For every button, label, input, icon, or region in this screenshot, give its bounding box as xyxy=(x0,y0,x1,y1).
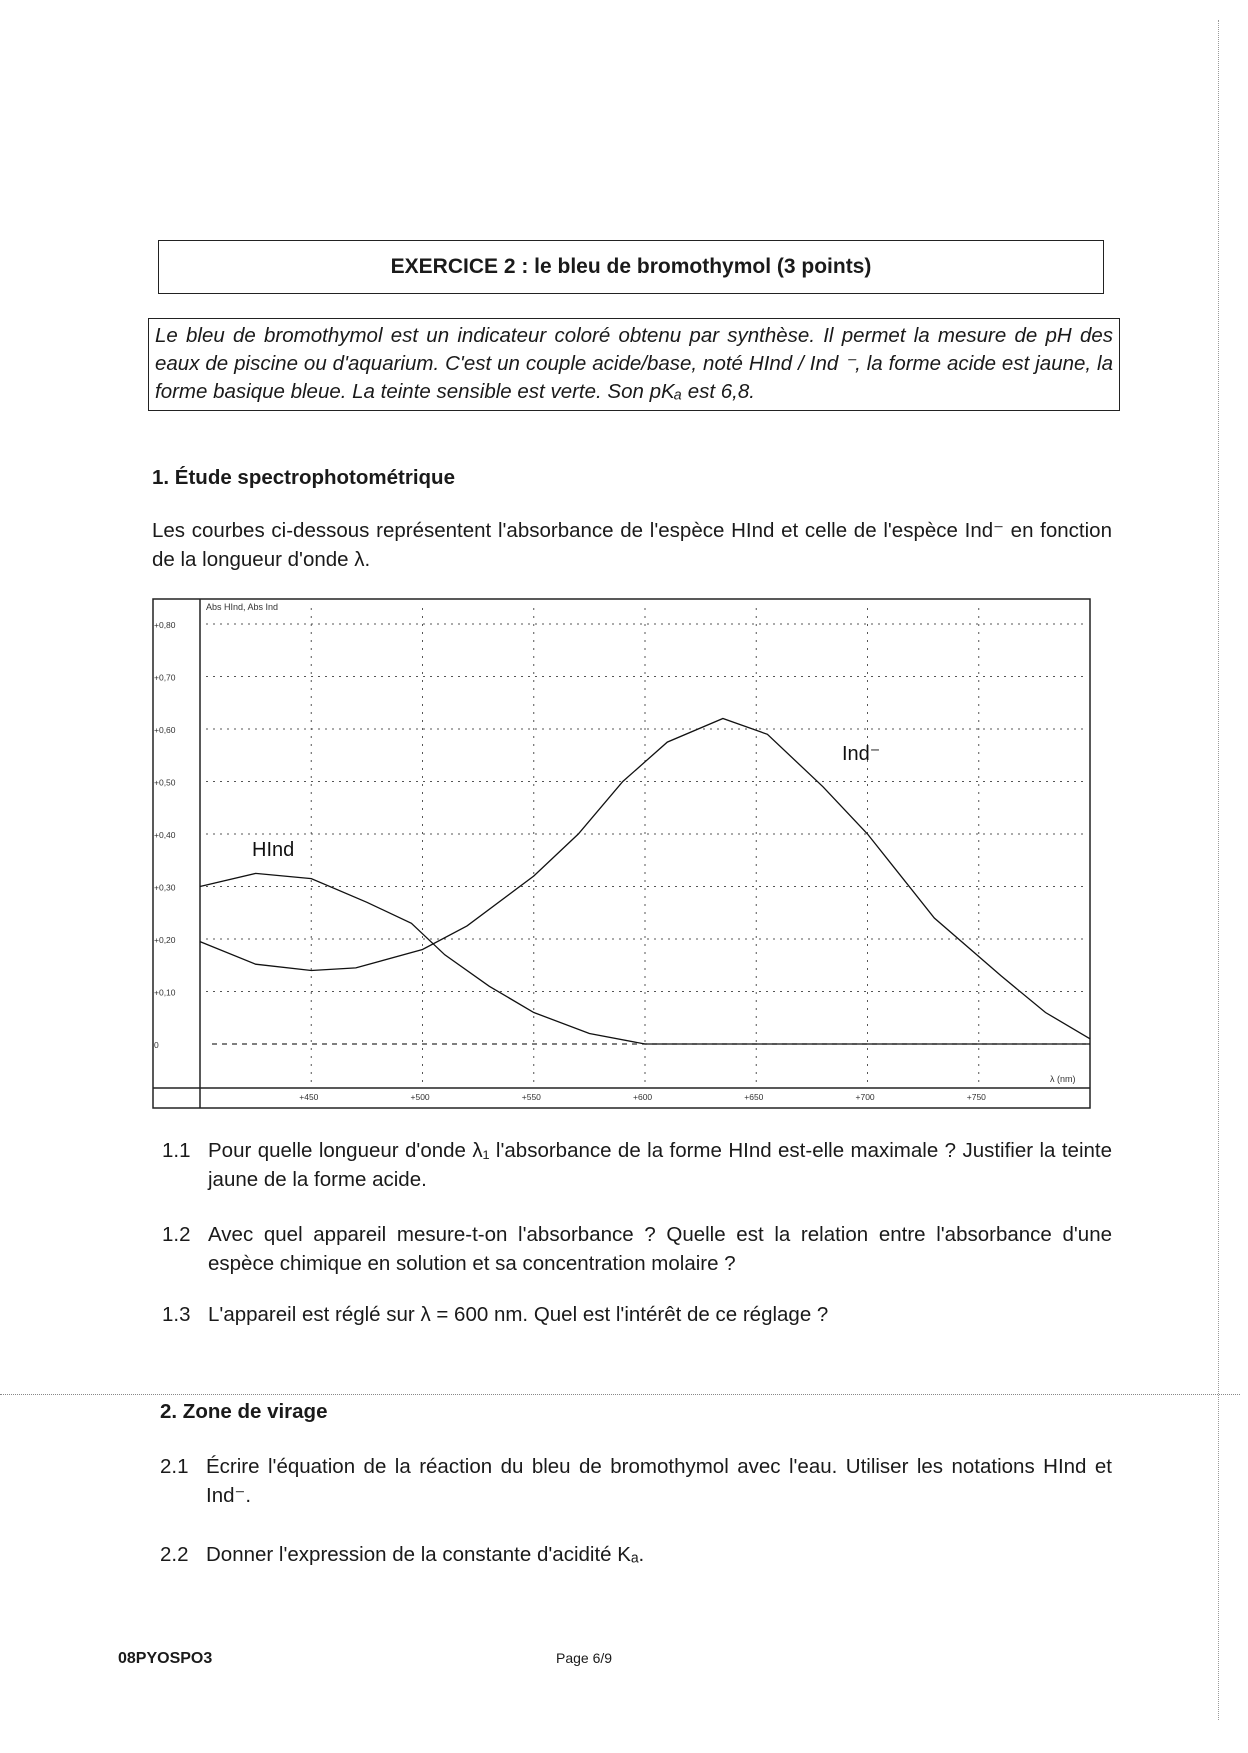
exercise-title: EXERCICE 2 : le bleu de bromothymol (3 points) xyxy=(158,240,1104,294)
section1-text: Les courbes ci-dessous représentent l'absorbance de l'espèce HInd et celle de l'espèce Ind⁻ en fonction de la longueur d'onde λ. xyxy=(152,519,1112,571)
series-label-ind: Ind⁻ xyxy=(842,743,881,765)
series-line-ind xyxy=(200,719,1090,1039)
question-text: Avec quel appareil mesure-t-on l'absorbance ? Quelle est la relation entre l'absorbance d'une espèce chimique en solution et sa concentration molaire ? xyxy=(208,1223,1112,1275)
question-1-3 xyxy=(162,1300,1112,1329)
y-axis-label: Abs HInd, Abs Ind xyxy=(206,602,279,612)
scan-edge xyxy=(1218,20,1219,1720)
question-2-2 xyxy=(160,1540,1112,1569)
question-1-1 xyxy=(162,1136,1112,1194)
question-number: 1.3 xyxy=(162,1303,191,1326)
y-tick-label: +0,20 xyxy=(154,935,176,945)
y-tick-label: 0 xyxy=(154,1040,159,1050)
y-tick-label: +0,70 xyxy=(154,672,176,683)
question-text: Donner l'expression de la constante d'acidité Kₐ. xyxy=(206,1543,645,1566)
scan-divider xyxy=(0,1394,1240,1395)
question-text: Pour quelle longueur d'onde λ₁ l'absorbance de la forme HInd est-elle maximale ? Justifier la teinte jaune de la forme acide. xyxy=(208,1139,1112,1191)
y-tick-label: +0,80 xyxy=(154,620,176,630)
absorbance-chart xyxy=(152,598,1092,1110)
x-axis-label: λ (nm) xyxy=(1050,1074,1076,1084)
y-tick-label: +0,50 xyxy=(154,777,176,788)
y-tick-label: +0,10 xyxy=(154,987,176,998)
question-number: 1.1 xyxy=(162,1139,191,1162)
question-number: 2.2 xyxy=(160,1543,189,1566)
x-tick-label: +600 xyxy=(633,1092,653,1102)
x-tick-label: +450 xyxy=(299,1092,319,1102)
section2-title: 2. Zone de virage xyxy=(160,1400,328,1423)
question-2-1 xyxy=(160,1452,1112,1510)
series-line-hind xyxy=(200,873,1090,1044)
series-label-hind: HInd xyxy=(252,839,295,861)
exercise-intro: Le bleu de bromothymol est un indicateur coloré obtenu par synthèse. Il permet la mesure de pH des eaux de piscine ou d'aquarium. C'est un couple acide/base, noté HInd / Ind ⁻, la forme acide est jaune, la forme basique bleue. La teinte sensible est verte. Son pKₐ est 6,8. xyxy=(148,318,1120,411)
footer-page: Page 6/9 xyxy=(556,1650,613,1666)
x-tick-label: +700 xyxy=(855,1092,875,1102)
x-tick-label: +550 xyxy=(521,1092,541,1102)
question-text: Écrire l'équation de la réaction du bleu de bromothymol avec l'eau. Utiliser les notations HInd et Ind⁻. xyxy=(206,1455,1112,1507)
x-tick-label: +500 xyxy=(410,1092,430,1102)
x-tick-label: +750 xyxy=(966,1092,986,1102)
y-tick-label: +0,40 xyxy=(154,830,176,840)
section1-title: 1. Étude spectrophotométrique xyxy=(152,466,455,489)
y-tick-label: +0,60 xyxy=(154,725,176,735)
footer-code: 08PYOSPO3 xyxy=(118,1650,213,1667)
question-number: 2.1 xyxy=(160,1455,189,1478)
question-1-2 xyxy=(162,1220,1112,1278)
x-tick-label: +650 xyxy=(744,1092,764,1102)
question-text: L'appareil est réglé sur λ = 600 nm. Quel est l'intérêt de ce réglage ? xyxy=(208,1303,829,1326)
y-tick-label: +0,30 xyxy=(154,882,176,893)
question-number: 1.2 xyxy=(162,1223,191,1246)
